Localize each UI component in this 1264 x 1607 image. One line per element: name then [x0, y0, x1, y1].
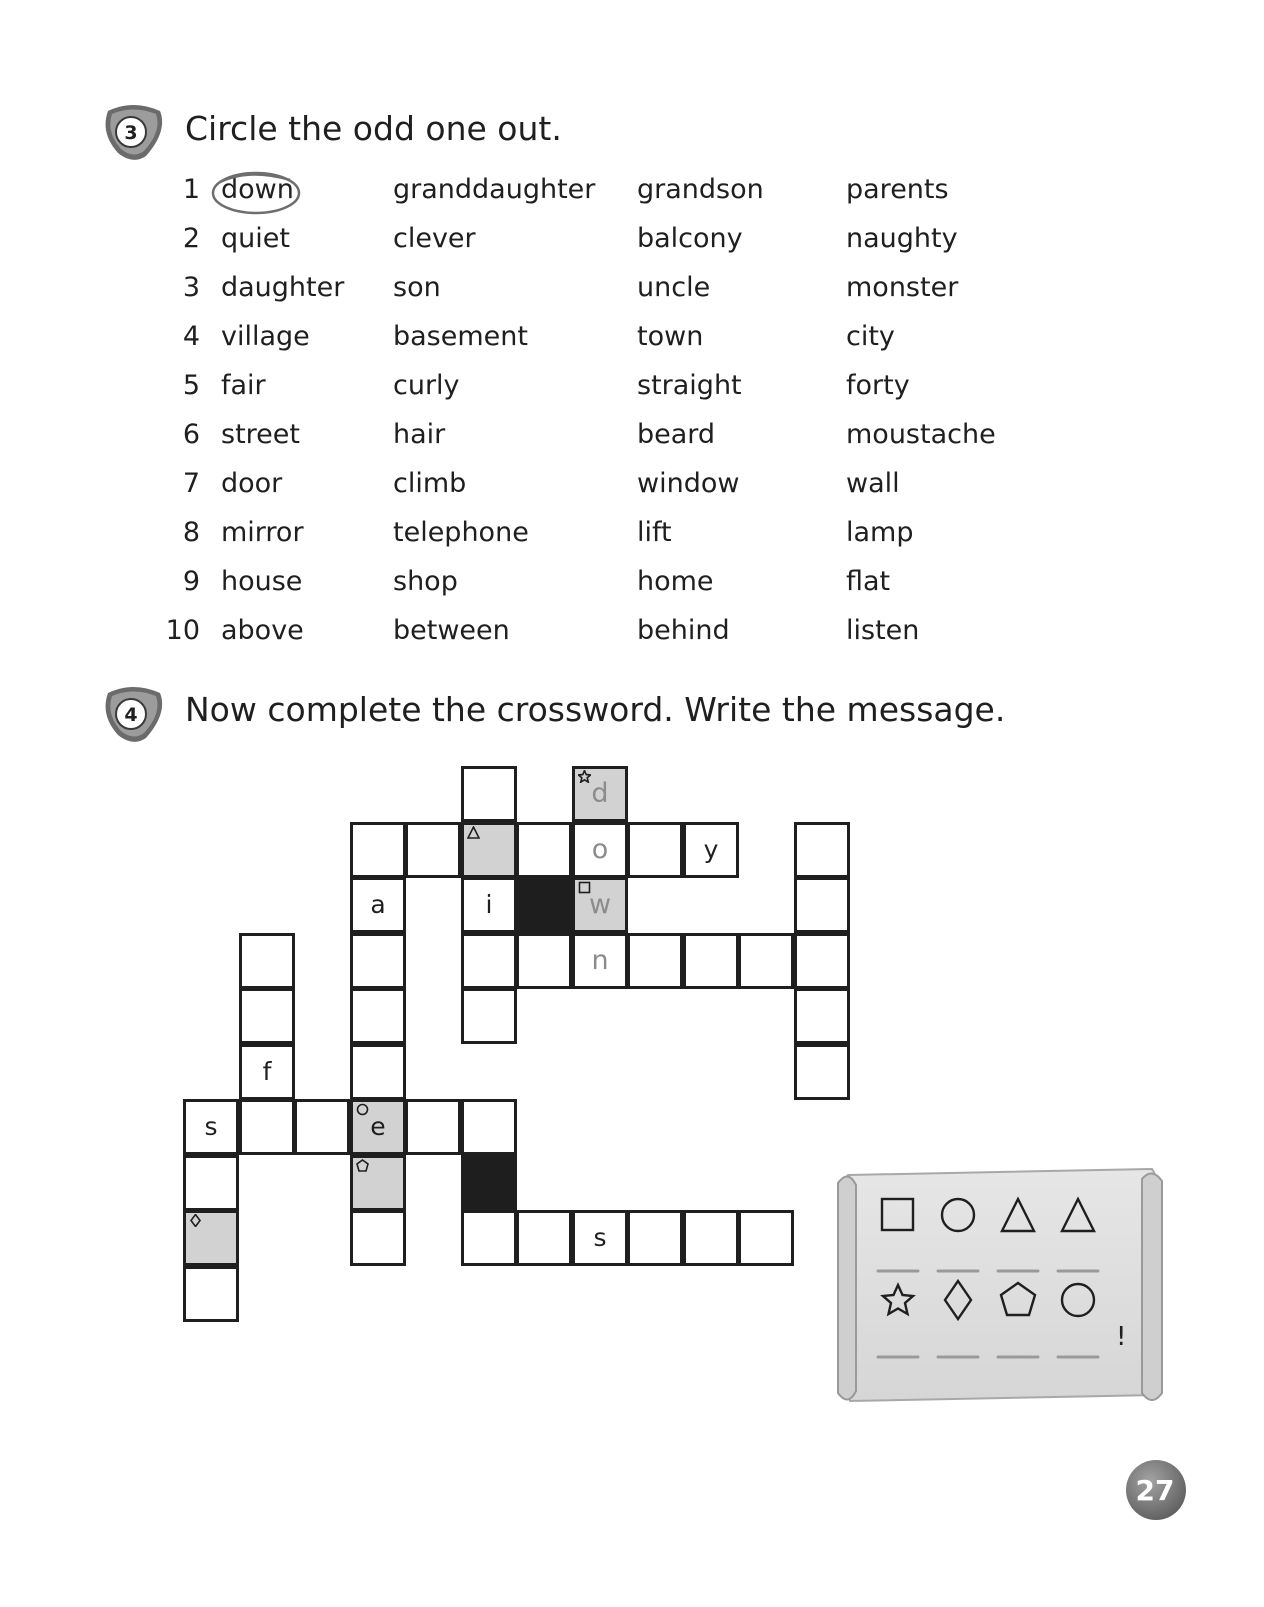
word-option[interactable]: lamp	[846, 517, 914, 548]
crossword-cell[interactable]	[461, 1210, 517, 1266]
word-option[interactable]: mirror	[221, 517, 304, 548]
message-exclamation: !	[1116, 1322, 1127, 1352]
word-option[interactable]: listen	[846, 615, 920, 646]
crossword-cell[interactable]	[183, 1099, 239, 1155]
triangle-icon	[467, 826, 480, 839]
crossword-cell[interactable]	[794, 1044, 850, 1100]
crossword-cell[interactable]	[738, 1210, 794, 1266]
word-option[interactable]: straight	[637, 370, 742, 401]
crossword-cell[interactable]	[572, 822, 628, 878]
word-option[interactable]: window	[637, 468, 740, 499]
word-option[interactable]: granddaughter	[393, 174, 596, 205]
crossword-letter: o	[591, 833, 609, 865]
item-number: 9	[182, 566, 200, 597]
word-option[interactable]: shop	[393, 566, 458, 597]
crossword-letter: i	[485, 889, 493, 919]
exercise-4-instruction: Now complete the crossword. Write the message.	[185, 690, 1006, 729]
crossword-letter: e	[370, 1111, 386, 1141]
pentagon-icon	[356, 1159, 369, 1172]
item-number: 3	[182, 272, 200, 303]
item-number: 4	[182, 321, 200, 352]
word-option[interactable]: village	[221, 321, 310, 352]
crossword-cell[interactable]	[183, 1266, 239, 1322]
word-option[interactable]: balcony	[637, 223, 743, 254]
crossword-letter: w	[588, 888, 612, 920]
word-option[interactable]: wall	[846, 468, 900, 499]
crossword-cell[interactable]	[572, 766, 628, 822]
exercise-4-badge	[100, 683, 166, 745]
word-option[interactable]: street	[221, 419, 300, 450]
circled-word[interactable]: down	[221, 174, 294, 205]
word-option[interactable]: moustache	[846, 419, 996, 450]
item-number: 10	[165, 615, 200, 646]
crossword-black-cell	[461, 1155, 517, 1211]
crossword-cell[interactable]	[350, 822, 406, 878]
word-option[interactable]: flat	[846, 566, 891, 597]
word-option[interactable]: daughter	[221, 272, 345, 303]
crossword-cell[interactable]	[794, 988, 850, 1044]
crossword-letter: y	[703, 834, 719, 864]
crossword-cell[interactable]	[683, 933, 739, 989]
crossword-letter: f	[262, 1056, 272, 1086]
word-option[interactable]: house	[221, 566, 303, 597]
crossword-black-cell	[516, 877, 572, 933]
crossword-letter: a	[370, 889, 386, 919]
crossword-cell[interactable]	[738, 933, 794, 989]
word-option[interactable]: hair	[393, 419, 446, 450]
crossword-cell[interactable]	[516, 1210, 572, 1266]
crossword-cell[interactable]	[794, 933, 850, 989]
item-number: 5	[182, 370, 200, 401]
word-option[interactable]: behind	[637, 615, 730, 646]
word-option[interactable]: forty	[846, 370, 910, 401]
word-option[interactable]: curly	[393, 370, 460, 401]
exercise-4-number: 4	[124, 704, 138, 726]
crossword-cell[interactable]	[461, 933, 517, 989]
message-scroll	[834, 1163, 1166, 1408]
word-option[interactable]: climb	[393, 468, 467, 499]
word-option[interactable]: door	[221, 468, 283, 499]
crossword-cell[interactable]	[239, 988, 295, 1044]
crossword-cell[interactable]	[627, 1210, 683, 1266]
exercise-3-badge	[100, 101, 166, 163]
word-option[interactable]: son	[393, 272, 441, 303]
page-number: 27	[1135, 1474, 1175, 1507]
word-option[interactable]: monster	[846, 272, 959, 303]
page-number-badge	[1124, 1458, 1188, 1522]
crossword-letter: d	[591, 777, 609, 809]
word-option[interactable]: between	[393, 615, 510, 646]
crossword-cell[interactable]	[350, 1044, 406, 1100]
crossword-cell[interactable]	[627, 933, 683, 989]
crossword-cell[interactable]	[350, 1155, 406, 1211]
crossword-letter: n	[591, 944, 609, 976]
word-option[interactable]: grandson	[637, 174, 764, 205]
crossword-cell[interactable]	[516, 822, 572, 878]
word-option[interactable]: town	[637, 321, 704, 352]
crossword-cell[interactable]	[183, 1210, 239, 1266]
crossword-cell[interactable]	[350, 933, 406, 989]
word-option[interactable]: lift	[637, 517, 672, 548]
crossword-cell[interactable]	[683, 822, 739, 878]
crossword-cell[interactable]	[461, 877, 517, 933]
word-option[interactable]: home	[637, 566, 714, 597]
crossword-cell[interactable]	[683, 1210, 739, 1266]
crossword-cell[interactable]	[794, 877, 850, 933]
crossword-cell[interactable]	[461, 766, 517, 822]
word-option[interactable]: above	[221, 615, 304, 646]
word-option[interactable]: naughty	[846, 223, 958, 254]
crossword-cell[interactable]	[572, 877, 628, 933]
crossword-cell[interactable]	[572, 933, 628, 989]
crossword-cell[interactable]	[350, 1210, 406, 1266]
crossword-letter: s	[204, 1111, 218, 1141]
item-number: 2	[182, 223, 200, 254]
word-option[interactable]: telephone	[393, 517, 529, 548]
exercise-3-instruction: Circle the odd one out.	[185, 109, 562, 148]
word-option[interactable]: city	[846, 321, 895, 352]
item-number: 6	[182, 419, 200, 450]
crossword-cell[interactable]	[294, 1099, 350, 1155]
crossword-cell[interactable]	[572, 1210, 628, 1266]
crossword-cell[interactable]	[350, 988, 406, 1044]
crossword-cell[interactable]	[461, 822, 517, 878]
crossword-cell[interactable]	[794, 822, 850, 878]
word-option[interactable]: fair	[221, 370, 266, 401]
word-option[interactable]: parents	[846, 174, 949, 205]
crossword-cell[interactable]	[239, 1044, 295, 1100]
crossword-cell[interactable]	[461, 1099, 517, 1155]
word-option[interactable]: quiet	[221, 223, 290, 254]
crossword-letter: s	[593, 1222, 607, 1252]
crossword-cell[interactable]	[405, 822, 461, 878]
crossword-cell[interactable]	[461, 988, 517, 1044]
crossword-cell[interactable]	[627, 822, 683, 878]
item-number: 8	[182, 517, 200, 548]
answer-circle	[210, 168, 304, 218]
crossword-cell[interactable]	[239, 1099, 295, 1155]
crossword-cell[interactable]	[183, 1155, 239, 1211]
word-option[interactable]: beard	[637, 419, 716, 450]
word-option[interactable]: clever	[393, 223, 476, 254]
crossword-cell[interactable]	[405, 1099, 461, 1155]
diamond-icon	[189, 1214, 202, 1227]
crossword-cell[interactable]	[350, 1099, 406, 1155]
item-number: 1	[182, 174, 200, 205]
word-option[interactable]: basement	[393, 321, 528, 352]
item-number: 7	[182, 468, 200, 499]
crossword-cell[interactable]	[516, 933, 572, 989]
exercise-3-number: 3	[124, 122, 138, 144]
crossword-cell[interactable]	[239, 933, 295, 989]
crossword-cell[interactable]	[350, 877, 406, 933]
word-option[interactable]: uncle	[637, 272, 711, 303]
